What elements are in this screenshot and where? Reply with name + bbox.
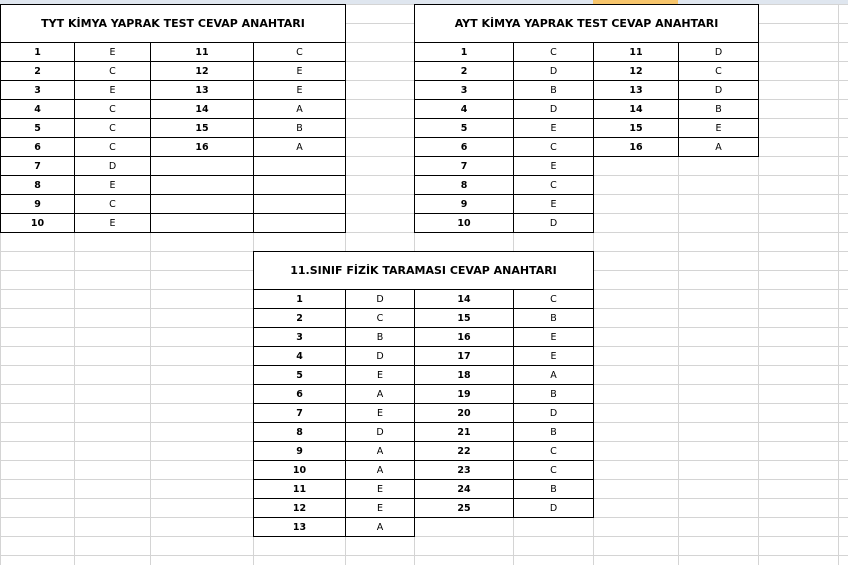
table-title[interactable]: 11.SINIF FİZİK TARAMASI CEVAP ANAHTARI bbox=[253, 251, 594, 290]
answer-cell[interactable]: D bbox=[74, 156, 151, 176]
answer-cell[interactable]: B bbox=[513, 479, 594, 499]
answer-cell[interactable]: C bbox=[513, 441, 594, 461]
question-number-cell[interactable]: 15 bbox=[150, 118, 254, 138]
answer-cell[interactable]: B bbox=[253, 118, 346, 138]
answer-cell[interactable]: D bbox=[513, 498, 594, 518]
answer-cell[interactable]: C bbox=[513, 42, 594, 62]
answer-cell[interactable]: A bbox=[513, 365, 594, 385]
answer-cell[interactable]: E bbox=[74, 213, 151, 233]
table-title[interactable]: TYT KİMYA YAPRAK TEST CEVAP ANAHTARI bbox=[0, 4, 346, 43]
question-number-cell[interactable]: 5 bbox=[253, 365, 346, 385]
answer-cell[interactable]: E bbox=[513, 327, 594, 347]
question-number-cell[interactable]: 4 bbox=[0, 99, 75, 119]
column-header-strip bbox=[678, 0, 848, 4]
question-number-cell[interactable]: 15 bbox=[593, 118, 679, 138]
question-number-cell[interactable]: 1 bbox=[0, 42, 75, 62]
answer-cell[interactable]: C bbox=[253, 42, 346, 62]
question-number-cell[interactable]: 5 bbox=[414, 118, 514, 138]
answer-cell[interactable]: A bbox=[678, 137, 759, 157]
answer-cell[interactable]: D bbox=[513, 213, 594, 233]
answer-cell[interactable]: D bbox=[345, 346, 415, 366]
question-number-cell[interactable]: 9 bbox=[253, 441, 346, 461]
answer-cell[interactable]: E bbox=[345, 498, 415, 518]
question-number-cell[interactable]: 25 bbox=[414, 498, 514, 518]
answer-cell[interactable]: C bbox=[513, 460, 594, 480]
question-number-cell[interactable]: 24 bbox=[414, 479, 514, 499]
question-number-cell[interactable]: 1 bbox=[253, 289, 346, 309]
answer-cell[interactable]: C bbox=[74, 61, 151, 81]
answer-cell[interactable]: D bbox=[678, 42, 759, 62]
answer-cell[interactable]: D bbox=[345, 289, 415, 309]
question-number-cell[interactable]: 2 bbox=[0, 61, 75, 81]
answer-cell[interactable]: C bbox=[74, 194, 151, 214]
answer-cell[interactable]: D bbox=[345, 422, 415, 442]
answer-cell[interactable]: E bbox=[253, 61, 346, 81]
question-number-cell[interactable]: 7 bbox=[0, 156, 75, 176]
question-number-cell[interactable]: 5 bbox=[0, 118, 75, 138]
answer-cell[interactable]: E bbox=[74, 175, 151, 195]
question-number-cell[interactable]: 16 bbox=[593, 137, 679, 157]
question-number-cell[interactable]: 14 bbox=[414, 289, 514, 309]
question-number-cell[interactable]: 3 bbox=[253, 327, 346, 347]
question-number-cell[interactable]: 22 bbox=[414, 441, 514, 461]
answer-cell[interactable]: C bbox=[74, 118, 151, 138]
question-number-cell[interactable]: 16 bbox=[150, 137, 254, 157]
answer-cell[interactable]: A bbox=[345, 384, 415, 404]
answer-cell[interactable]: B bbox=[513, 308, 594, 328]
answer-cell[interactable]: A bbox=[345, 460, 415, 480]
question-number-cell[interactable]: 19 bbox=[414, 384, 514, 404]
answer-cell[interactable]: E bbox=[253, 80, 346, 100]
answer-cell[interactable]: C bbox=[678, 61, 759, 81]
question-number-cell[interactable]: 14 bbox=[593, 99, 679, 119]
question-number-cell[interactable]: 1 bbox=[414, 42, 514, 62]
question-number-cell[interactable]: 10 bbox=[0, 213, 75, 233]
answer-cell[interactable]: C bbox=[513, 137, 594, 157]
question-number-cell[interactable]: 11 bbox=[253, 479, 346, 499]
question-number-cell[interactable]: 23 bbox=[414, 460, 514, 480]
question-number-cell[interactable]: 12 bbox=[593, 61, 679, 81]
question-number-cell[interactable]: 14 bbox=[150, 99, 254, 119]
question-number-cell[interactable]: 21 bbox=[414, 422, 514, 442]
question-number-cell[interactable]: 11 bbox=[150, 42, 254, 62]
question-number-cell[interactable]: 4 bbox=[414, 99, 514, 119]
answer-cell[interactable]: E bbox=[513, 118, 594, 138]
selected-column-header-highlight bbox=[593, 0, 678, 4]
answer-cell[interactable]: D bbox=[513, 99, 594, 119]
answer-cell[interactable]: D bbox=[513, 403, 594, 423]
question-number-cell[interactable]: 7 bbox=[414, 156, 514, 176]
answer-cell[interactable]: A bbox=[253, 137, 346, 157]
answer-cell[interactable]: A bbox=[345, 441, 415, 461]
question-number-cell[interactable]: 6 bbox=[253, 384, 346, 404]
question-number-cell[interactable]: 3 bbox=[414, 80, 514, 100]
table-title[interactable]: AYT KİMYA YAPRAK TEST CEVAP ANAHTARI bbox=[414, 4, 759, 43]
column-header-strip bbox=[0, 0, 593, 4]
question-number-cell[interactable]: 6 bbox=[414, 137, 514, 157]
answer-cell[interactable]: C bbox=[74, 137, 151, 157]
answer-cell[interactable]: A bbox=[253, 99, 346, 119]
answer-cell[interactable]: E bbox=[513, 194, 594, 214]
question-number-cell[interactable]: 10 bbox=[253, 460, 346, 480]
answer-cell[interactable]: E bbox=[345, 403, 415, 423]
answer-cell[interactable]: D bbox=[678, 80, 759, 100]
question-number-cell[interactable]: 3 bbox=[0, 80, 75, 100]
answer-cell[interactable]: B bbox=[678, 99, 759, 119]
question-number-cell[interactable]: 8 bbox=[253, 422, 346, 442]
answer-cell[interactable]: E bbox=[345, 479, 415, 499]
answer-cell[interactable]: D bbox=[513, 61, 594, 81]
question-number-cell[interactable]: 8 bbox=[0, 175, 75, 195]
question-number-cell[interactable]: 11 bbox=[593, 42, 679, 62]
answer-cell[interactable]: C bbox=[345, 308, 415, 328]
answer-cell[interactable]: E bbox=[74, 80, 151, 100]
answer-cell[interactable]: C bbox=[513, 175, 594, 195]
question-number-cell[interactable]: 15 bbox=[414, 308, 514, 328]
answer-cell[interactable]: C bbox=[513, 289, 594, 309]
question-number-cell[interactable]: 12 bbox=[150, 61, 254, 81]
answer-cell[interactable]: E bbox=[678, 118, 759, 138]
question-number-cell[interactable]: 13 bbox=[253, 517, 346, 537]
answer-cell[interactable]: B bbox=[345, 327, 415, 347]
question-number-cell[interactable]: 18 bbox=[414, 365, 514, 385]
question-number-cell[interactable]: 4 bbox=[253, 346, 346, 366]
answer-cell[interactable]: E bbox=[74, 42, 151, 62]
answer-cell[interactable]: E bbox=[513, 156, 594, 176]
question-number-cell[interactable]: 20 bbox=[414, 403, 514, 423]
question-number-cell[interactable]: 17 bbox=[414, 346, 514, 366]
question-number-cell[interactable]: 16 bbox=[414, 327, 514, 347]
question-number-cell[interactable]: 2 bbox=[253, 308, 346, 328]
answer-cell[interactable]: C bbox=[74, 99, 151, 119]
question-number-cell[interactable]: 6 bbox=[0, 137, 75, 157]
question-number-cell[interactable]: 8 bbox=[414, 175, 514, 195]
question-number-cell[interactable]: 13 bbox=[593, 80, 679, 100]
answer-cell[interactable]: A bbox=[345, 517, 415, 537]
question-number-cell[interactable]: 9 bbox=[0, 194, 75, 214]
answer-cell[interactable]: E bbox=[345, 365, 415, 385]
question-number-cell[interactable]: 9 bbox=[414, 194, 514, 214]
question-number-cell[interactable]: 7 bbox=[253, 403, 346, 423]
question-number-cell[interactable]: 2 bbox=[414, 61, 514, 81]
answer-cell[interactable]: B bbox=[513, 384, 594, 404]
question-number-cell[interactable]: 13 bbox=[150, 80, 254, 100]
answer-cell[interactable]: E bbox=[513, 346, 594, 366]
answer-cell[interactable]: B bbox=[513, 422, 594, 442]
answer-cell[interactable]: B bbox=[513, 80, 594, 100]
question-number-cell[interactable]: 12 bbox=[253, 498, 346, 518]
question-number-cell[interactable]: 10 bbox=[414, 213, 514, 233]
